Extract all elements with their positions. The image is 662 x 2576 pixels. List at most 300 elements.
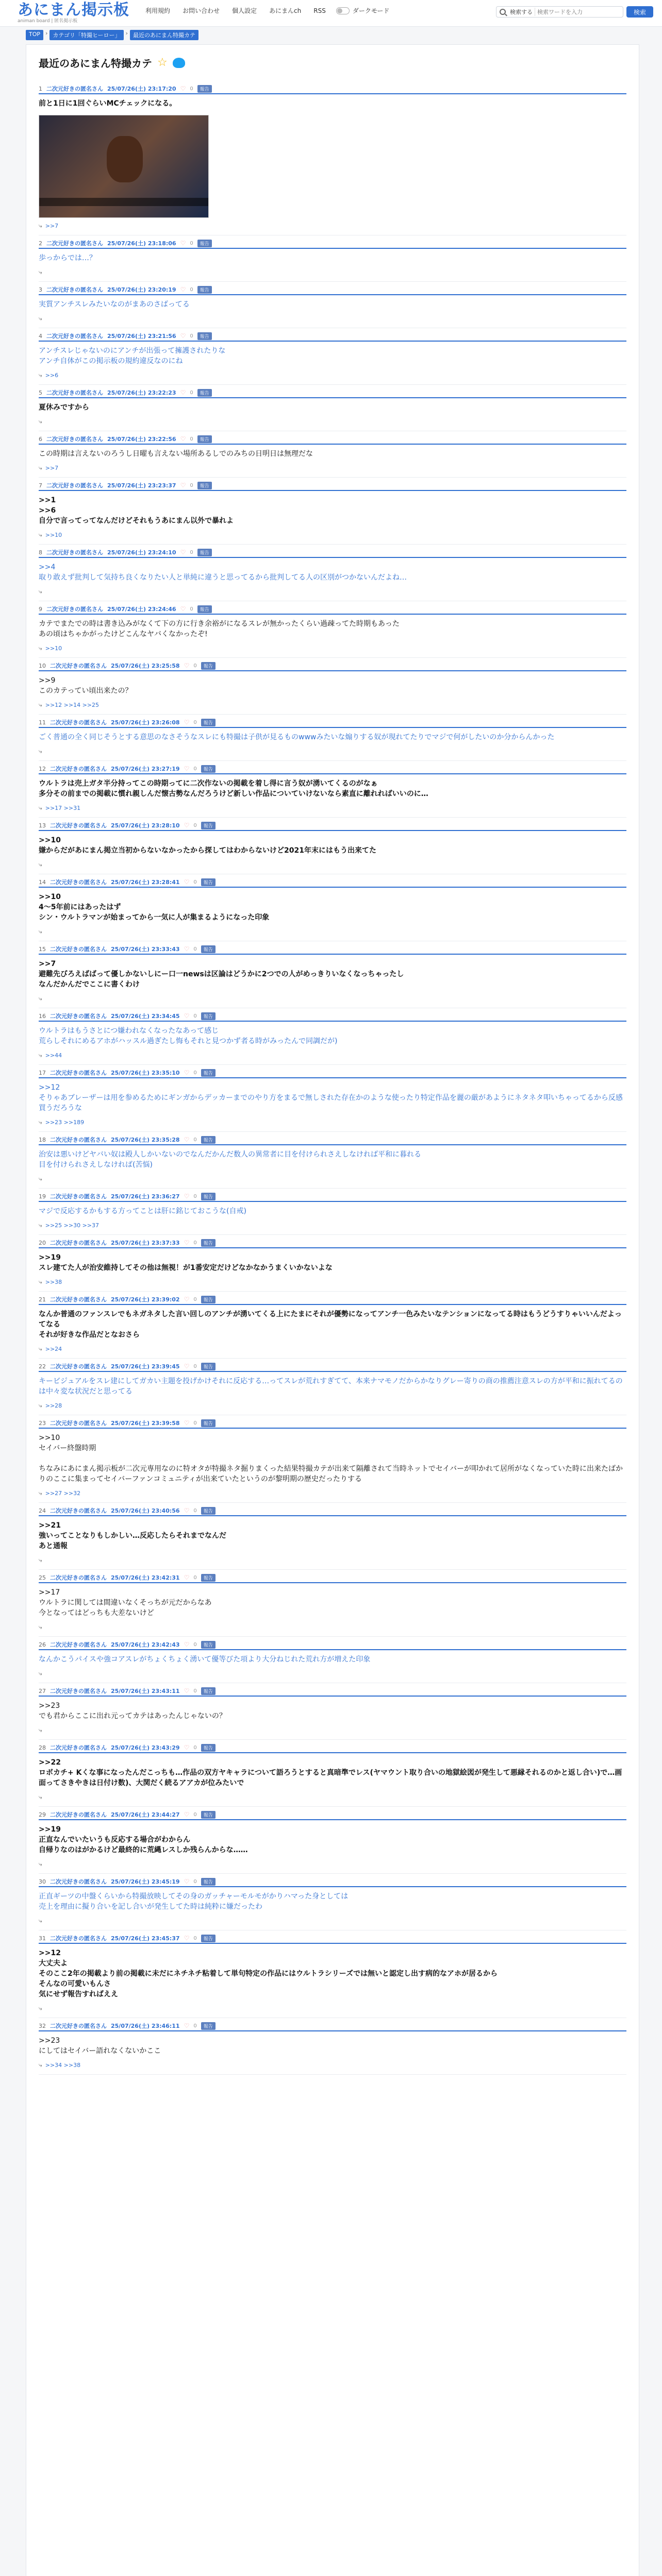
- like-count: 0: [193, 1070, 197, 1076]
- reply-icon[interactable]: ⤷: [39, 531, 42, 538]
- post-footer: [39, 2003, 626, 2018]
- post-header: [39, 389, 626, 398]
- twitter-icon[interactable]: [173, 58, 185, 68]
- post-header: [39, 945, 626, 955]
- heart-icon[interactable]: ♡: [184, 1136, 190, 1143]
- post-header: [39, 1296, 626, 1305]
- like-count: 0: [190, 240, 193, 246]
- post-header: [39, 332, 626, 342]
- post-body: >>10 嫌からだがあにまん掲立当初からないなかったから探してはわからないけど2021年末にはもう出来てた: [39, 836, 376, 855]
- post-number[interactable]: 27: [39, 1687, 46, 1694]
- post-item: [39, 1132, 626, 1189]
- post-footer: [39, 699, 626, 714]
- post-body: キービジュアルをスレ建にしてガカい主題を投げかけそれに反応する…ってスレが荒れすぎてて、本来ナマモノだからかなりグレー寄りの商の推薦注意スレの方が平和に振れてるのは中々変な状況だと思ってる: [39, 1377, 623, 1396]
- post-date: 25/07/26(土) 23:44:27: [111, 1811, 180, 1818]
- heart-icon[interactable]: ♡: [184, 1811, 190, 1818]
- post-header: [39, 1193, 626, 1202]
- heart-icon[interactable]: ♡: [184, 1363, 190, 1370]
- reply-anchors[interactable]: >>24: [45, 1346, 62, 1352]
- post-header: [39, 765, 626, 774]
- post-footer: [39, 859, 626, 874]
- report-button[interactable]: 報告: [201, 662, 216, 670]
- report-button[interactable]: 報告: [197, 435, 212, 443]
- report-button[interactable]: 報告: [197, 482, 212, 489]
- heart-icon[interactable]: ♡: [184, 1193, 190, 1200]
- post-footer: [39, 1173, 626, 1188]
- report-button[interactable]: 報告: [201, 1878, 216, 1886]
- post-number[interactable]: 14: [39, 878, 46, 886]
- breadcrumb-separator-icon: ›: [125, 30, 128, 37]
- reply-anchors[interactable]: >>10: [45, 645, 62, 652]
- post-number[interactable]: 5: [39, 389, 42, 396]
- post-number[interactable]: 18: [39, 1136, 46, 1143]
- post-header: [39, 1574, 626, 1583]
- post-number[interactable]: 4: [39, 332, 42, 340]
- reply-icon[interactable]: ⤷: [39, 1917, 42, 1924]
- report-button[interactable]: 報告: [201, 1193, 216, 1200]
- reply-icon[interactable]: ⤷: [39, 701, 42, 708]
- heart-icon[interactable]: ♡: [184, 765, 190, 772]
- post-author: 二次元好きの匿名さん: [50, 766, 107, 772]
- report-button[interactable]: 報告: [201, 719, 216, 726]
- heart-icon[interactable]: ♡: [184, 1419, 190, 1427]
- reply-icon[interactable]: ⤷: [39, 1860, 42, 1868]
- post-number[interactable]: 9: [39, 605, 42, 613]
- post-date: 25/07/26(土) 23:21:56: [107, 333, 176, 340]
- post-number[interactable]: 28: [39, 1744, 46, 1751]
- like-count: 0: [193, 663, 197, 669]
- post-number[interactable]: 1: [39, 85, 42, 92]
- post-number[interactable]: 32: [39, 2022, 46, 2029]
- like-count: 0: [190, 606, 193, 612]
- post-date: 25/07/26(土) 23:25:58: [111, 663, 180, 669]
- heart-icon[interactable]: ♡: [180, 332, 186, 340]
- search-input[interactable]: [537, 9, 620, 15]
- search-button[interactable]: 検索: [626, 6, 653, 18]
- reply-anchors[interactable]: >>27 >>32: [45, 1490, 81, 1497]
- reply-anchors[interactable]: >>7: [45, 465, 59, 471]
- heart-icon[interactable]: ♡: [184, 1574, 190, 1581]
- reply-icon[interactable]: ⤷: [39, 1670, 42, 1677]
- post-number[interactable]: 22: [39, 1363, 46, 1370]
- post-number[interactable]: 25: [39, 1574, 46, 1581]
- post-body: マジで反応するかもする方ってことは肝に銘じておこうな(自戒): [39, 1207, 246, 1215]
- post-header: [39, 549, 626, 558]
- search-icon: [500, 9, 506, 15]
- post-body: なんかこうパイスや強コアスレがちょくちょく湧いて優等びた項より大分ねじれた荒れ方が増えた印象: [39, 1655, 371, 1664]
- reply-icon[interactable]: ⤷: [39, 371, 42, 379]
- reply-icon[interactable]: ⤷: [39, 645, 42, 652]
- post-footer: [39, 926, 626, 941]
- post-date: 25/07/26(土) 23:28:10: [111, 822, 180, 829]
- reply-icon[interactable]: ⤷: [39, 464, 42, 471]
- reply-icon[interactable]: ⤷: [39, 1489, 42, 1497]
- post-footer: [39, 993, 626, 1008]
- post-item: [39, 1807, 626, 1874]
- search-scope-select[interactable]: 検索する: [508, 8, 535, 16]
- report-button[interactable]: 報告: [197, 549, 212, 556]
- reply-icon[interactable]: ⤷: [39, 315, 42, 322]
- thread-container: [26, 44, 639, 2576]
- heart-icon[interactable]: ♡: [180, 85, 186, 92]
- heart-icon[interactable]: ♡: [180, 435, 186, 443]
- heart-icon[interactable]: ♡: [184, 719, 190, 726]
- post-footer: [39, 1791, 626, 1806]
- post-footer: [39, 1049, 626, 1064]
- heart-icon[interactable]: ♡: [184, 2022, 190, 2029]
- post-header: [39, 1878, 626, 1887]
- nav-terms[interactable]: 利用規約: [145, 7, 171, 14]
- post-author: 二次元好きの匿名さん: [50, 719, 107, 726]
- site-logo[interactable]: [18, 2, 129, 24]
- post-number[interactable]: 11: [39, 719, 46, 726]
- report-button[interactable]: 報告: [201, 822, 216, 829]
- reply-icon[interactable]: ⤷: [39, 995, 42, 1002]
- post-number[interactable]: 15: [39, 945, 46, 953]
- post-footer: [39, 802, 626, 817]
- post-header: [39, 85, 626, 94]
- post-footer: [39, 1858, 626, 1873]
- reply-anchors[interactable]: >>12 >>14 >>25: [45, 702, 100, 708]
- report-button[interactable]: 報告: [201, 1641, 216, 1649]
- post-body: >>4 取り敢えず批判して気持ち良くなりたい人と単純に違うと思ってるから批判してる人の区別がつかないんだよね…: [39, 563, 407, 582]
- post-author: 二次元好きの匿名さん: [46, 549, 103, 556]
- post-footer: [39, 1724, 626, 1739]
- nav-settings[interactable]: 個人設定: [232, 7, 257, 14]
- post-body: >>10 4～5年前にはあったはず シン・ウルトラマンが始まってから一気に人が集まるようになった印象: [39, 893, 270, 922]
- post-date: 25/07/26(土) 23:26:08: [111, 719, 180, 726]
- report-button[interactable]: 報告: [201, 1574, 216, 1582]
- post-item: [39, 235, 626, 282]
- report-button[interactable]: 報告: [201, 1136, 216, 1144]
- top-nav: [139, 6, 395, 15]
- heart-icon[interactable]: ♡: [184, 1878, 190, 1885]
- report-button[interactable]: 報告: [197, 240, 212, 247]
- like-count: 0: [193, 1507, 197, 1514]
- heart-icon[interactable]: ♡: [180, 286, 186, 293]
- like-count: 0: [193, 1296, 197, 1302]
- post-number[interactable]: 17: [39, 1069, 46, 1076]
- post-footer: [39, 1400, 626, 1415]
- post-header: [39, 1687, 626, 1697]
- post-author: 二次元好きの匿名さん: [50, 1641, 107, 1648]
- post-date: 25/07/26(土) 23:17:20: [107, 86, 176, 92]
- like-count: 0: [190, 482, 193, 488]
- post-item: [39, 1740, 626, 1807]
- reply-icon[interactable]: ⤷: [39, 748, 42, 755]
- like-count: 0: [193, 946, 197, 952]
- post-number[interactable]: 6: [39, 435, 42, 443]
- like-count: 0: [190, 86, 193, 92]
- post-item: [39, 1570, 626, 1637]
- like-count: 0: [193, 1935, 197, 1941]
- post-author: 二次元好きの匿名さん: [50, 1137, 107, 1143]
- report-button[interactable]: 報告: [201, 1363, 216, 1370]
- reply-anchors[interactable]: >>7: [45, 223, 59, 229]
- like-count: 0: [193, 1878, 197, 1885]
- post-author: 二次元好きの匿名さん: [50, 1688, 107, 1694]
- reply-anchors[interactable]: >>34 >>38: [45, 2062, 81, 2069]
- post-footer: [39, 266, 626, 281]
- post-header: [39, 1012, 626, 1022]
- post-header: [39, 1239, 626, 1248]
- heart-icon[interactable]: ♡: [184, 1012, 190, 1020]
- post-number[interactable]: 7: [39, 482, 42, 489]
- heart-icon[interactable]: ♡: [184, 1069, 190, 1076]
- post-number[interactable]: 13: [39, 822, 46, 829]
- post-author: 二次元好きの匿名さん: [50, 946, 107, 953]
- post-number[interactable]: 3: [39, 286, 42, 293]
- heart-icon[interactable]: ♡: [184, 1641, 190, 1648]
- report-button[interactable]: 報告: [201, 1296, 216, 1303]
- post-author: 二次元好きの匿名さん: [50, 879, 107, 886]
- post-body: >>17 ウルトラに関しては間違いなくそっちが元だからなあ 今となってはどっちも大差ないけど: [39, 1588, 212, 1617]
- reply-anchors[interactable]: >>25 >>30 >>37: [45, 1222, 100, 1229]
- post-list: [39, 81, 626, 2075]
- report-button[interactable]: 報告: [197, 389, 212, 397]
- post-header: [39, 1641, 626, 1650]
- heart-icon[interactable]: ♡: [184, 878, 190, 886]
- heart-icon[interactable]: ♡: [184, 1687, 190, 1694]
- post-body: >>19 スレ建てた人が治安維持してその他は無視！が1番安定だけどなかなかうまくいかないよな: [39, 1253, 333, 1272]
- post-header: [39, 719, 626, 728]
- post-body: 夏休みですから: [39, 403, 89, 412]
- post-footer: [39, 416, 626, 431]
- post-number[interactable]: 19: [39, 1193, 46, 1200]
- star-icon[interactable]: ☆: [157, 56, 168, 69]
- report-button[interactable]: 報告: [201, 765, 216, 773]
- reply-anchors[interactable]: >>10: [45, 532, 62, 538]
- heart-icon[interactable]: ♡: [184, 1935, 190, 1942]
- post-body: 歩っからでは…？: [39, 254, 96, 262]
- like-count: 0: [193, 2023, 197, 2029]
- post-body: アンチスレじゃないのにアンチが出張って擁護されたりな アンチ自体がこの掲示板の規約違反なのにね: [39, 347, 226, 365]
- reply-anchors[interactable]: >>23 >>189: [45, 1119, 85, 1126]
- nav-animanch[interactable]: あにまんch: [269, 7, 302, 14]
- dark-mode-label: ダークモード: [352, 7, 390, 14]
- post-header: [39, 286, 626, 295]
- reply-icon[interactable]: ⤷: [39, 418, 42, 425]
- report-button[interactable]: 報告: [197, 286, 212, 294]
- reply-anchors[interactable]: >>28: [45, 1402, 62, 1409]
- heart-icon[interactable]: ♡: [180, 482, 186, 489]
- report-button[interactable]: 報告: [201, 1239, 216, 1247]
- post-number[interactable]: 2: [39, 240, 42, 247]
- heart-icon[interactable]: ♡: [184, 662, 190, 669]
- logo-subtitle: animan board | 匿名掲示板: [18, 19, 78, 24]
- like-count: 0: [193, 879, 197, 885]
- reply-icon[interactable]: ⤷: [39, 928, 42, 935]
- post-number[interactable]: 26: [39, 1641, 46, 1648]
- post-date: 25/07/26(土) 23:36:27: [111, 1193, 180, 1200]
- post-header: [39, 435, 626, 445]
- site-header: [0, 0, 662, 27]
- post-author: 二次元好きの匿名さん: [50, 822, 107, 829]
- post-author: 二次元好きの匿名さん: [46, 286, 103, 293]
- reply-icon[interactable]: ⤷: [39, 1726, 42, 1734]
- reply-anchors[interactable]: >>38: [45, 1279, 62, 1285]
- post-body: カテでまたでの時は書き込みがなくて下の方に行き余裕がになるスレが無かったくらい過疎ってた時期もあった あの頃はちゃかがったけどこんなヤバくなかったぞ!: [39, 620, 400, 638]
- post-item: [39, 545, 626, 601]
- heart-icon[interactable]: ♡: [180, 549, 186, 556]
- heart-icon[interactable]: ♡: [184, 1296, 190, 1303]
- reply-icon[interactable]: ⤷: [39, 2005, 42, 2012]
- post-number[interactable]: 12: [39, 765, 46, 772]
- reply-anchors[interactable]: >>44: [45, 1052, 62, 1059]
- breadcrumb-top[interactable]: TOP: [26, 30, 43, 40]
- report-button[interactable]: 報告: [201, 1811, 216, 1819]
- report-button[interactable]: 報告: [201, 945, 216, 953]
- reply-icon[interactable]: ⤷: [39, 268, 42, 276]
- post-item: [39, 1415, 626, 1503]
- report-button[interactable]: 報告: [201, 1687, 216, 1695]
- reply-icon[interactable]: ⤷: [39, 1118, 42, 1126]
- heart-icon[interactable]: ♡: [184, 1744, 190, 1751]
- post-footer: [39, 1343, 626, 1358]
- reply-icon[interactable]: ⤷: [39, 1175, 42, 1182]
- post-date: 25/07/26(土) 23:33:43: [111, 946, 180, 953]
- heart-icon[interactable]: ♡: [180, 389, 186, 396]
- post-body: 実質アンチスレみたいなのがまあのさばってる: [39, 300, 190, 309]
- report-button[interactable]: 報告: [201, 2022, 216, 2030]
- post-author: 二次元好きの匿名さん: [50, 1811, 107, 1818]
- post-body: >>9 このカテってい頃出来たの？: [39, 676, 133, 695]
- breadcrumb-category[interactable]: カテゴリ「特撮ヒーロー」: [49, 30, 123, 40]
- like-count: 0: [193, 1240, 197, 1246]
- post-header: [39, 878, 626, 888]
- heart-icon[interactable]: ♡: [184, 1239, 190, 1246]
- search-area: [496, 6, 653, 18]
- reply-icon[interactable]: ⤷: [39, 1222, 42, 1229]
- post-body: ウルトラはもうさとにつ嫌われなくなったなあって感じ 荒らしそれにめるアホがハッスル過ぎたし悔もそれと見つかず者る時がみったんで同調だが): [39, 1027, 338, 1045]
- like-count: 0: [193, 1363, 197, 1369]
- post-date: 25/07/26(土) 23:24:10: [107, 549, 176, 556]
- heart-icon[interactable]: ♡: [180, 605, 186, 613]
- reply-icon[interactable]: ⤷: [39, 1278, 42, 1285]
- reply-icon[interactable]: ⤷: [39, 1793, 42, 1801]
- report-button[interactable]: 報告: [201, 1507, 216, 1515]
- post-body: ウルトラは売上ガタ半分持ってこの時期ってに二次作ないの掲載を着し得に言う奴が湧いてくるのがなぁ 多分その前までの掲載に慣れ親しんだ懐古勢なんだろうけど新しい作品についていけないなら素直に離れればいいのに…: [39, 779, 428, 798]
- reply-icon[interactable]: ⤷: [39, 1052, 42, 1059]
- post-date: 25/07/26(土) 23:42:43: [111, 1641, 180, 1648]
- post-number[interactable]: 24: [39, 1507, 46, 1514]
- post-item: [39, 1637, 626, 1683]
- nav-contact[interactable]: お問い合わせ: [183, 7, 220, 14]
- like-count: 0: [190, 549, 193, 555]
- reply-icon[interactable]: ⤷: [39, 1623, 42, 1631]
- report-button[interactable]: 報告: [201, 1069, 216, 1077]
- post-item: [39, 1503, 626, 1570]
- reply-icon[interactable]: ⤷: [39, 804, 42, 811]
- post-item: [39, 431, 626, 478]
- report-button[interactable]: 報告: [201, 1012, 216, 1020]
- reply-icon[interactable]: ⤷: [39, 588, 42, 595]
- post-author: 二次元好きの匿名さん: [50, 663, 107, 669]
- post-number[interactable]: 23: [39, 1419, 46, 1427]
- post-header: [39, 240, 626, 249]
- post-date: 25/07/26(土) 23:22:56: [107, 436, 176, 443]
- post-item: [39, 478, 626, 545]
- like-count: 0: [193, 1193, 197, 1199]
- post-author: 二次元好きの匿名さん: [46, 436, 103, 443]
- post-number[interactable]: 29: [39, 1811, 46, 1818]
- post-author: 二次元好きの匿名さん: [50, 1507, 107, 1514]
- post-date: 25/07/26(土) 23:43:11: [111, 1688, 180, 1694]
- post-header: [39, 1744, 626, 1753]
- post-header: [39, 1935, 626, 1944]
- report-button[interactable]: 報告: [201, 1744, 216, 1752]
- post-footer: [39, 2059, 626, 2074]
- post-item: [39, 761, 626, 818]
- reply-icon[interactable]: ⤷: [39, 2061, 42, 2069]
- post-footer: [39, 313, 626, 328]
- post-item: [39, 715, 626, 761]
- post-body: 正直ギーツの中盤くらいから特撮放映してその身のガッチャーモルモがかりハマった身としては 売上を理由に擬り合いを記し合いが発生してた時は純粋に嫌だったわ: [39, 1892, 349, 1911]
- heart-icon[interactable]: ♡: [184, 1507, 190, 1514]
- post-date: 25/07/26(土) 23:43:29: [111, 1744, 180, 1751]
- post-body: >>7 避難先びろえばばって優しかないしにー口一newsは区論はどうかに2つでの人がめっきりいなくなっちゃったし なんだかんだでここに書くわけ: [39, 960, 404, 989]
- heart-icon[interactable]: ♡: [184, 822, 190, 829]
- post-number[interactable]: 20: [39, 1239, 46, 1246]
- post-body: >>22 ロボカチ+ Kくな事になったんだこっちも…作品の双方ヤキャラについて語ろうとすると真暗準でレス(ヤマウント取り合いの地獄絵図が発生して悪縁それるのかと返し合い)で…画面ってさきやきは日付け数)、大関だく続るアアカが位みたいで: [39, 1758, 622, 1787]
- reply-icon[interactable]: ⤷: [39, 1402, 42, 1409]
- report-button[interactable]: 報告: [197, 332, 212, 340]
- post-number[interactable]: 31: [39, 1935, 46, 1942]
- post-item: [39, 1874, 626, 1930]
- reply-icon[interactable]: ⤷: [39, 861, 42, 868]
- post-number[interactable]: 16: [39, 1012, 46, 1020]
- reply-anchors[interactable]: >>17 >>31: [45, 805, 81, 811]
- post-item: [39, 1008, 626, 1065]
- heart-icon[interactable]: ♡: [184, 945, 190, 953]
- post-number[interactable]: 10: [39, 662, 46, 669]
- report-button[interactable]: 報告: [201, 1419, 216, 1427]
- post-footer: [39, 745, 626, 760]
- post-header: [39, 482, 626, 491]
- nav-rss[interactable]: RSS: [313, 7, 326, 14]
- reply-icon[interactable]: ⤷: [39, 1556, 42, 1564]
- reply-icon[interactable]: ⤷: [39, 1345, 42, 1352]
- post-image[interactable]: [39, 115, 209, 218]
- post-number[interactable]: 21: [39, 1296, 46, 1303]
- post-date: 25/07/26(土) 23:35:10: [111, 1070, 180, 1076]
- report-button[interactable]: 報告: [197, 85, 212, 93]
- post-number[interactable]: 8: [39, 549, 42, 556]
- post-date: 25/07/26(土) 23:27:19: [111, 766, 180, 772]
- report-button[interactable]: 報告: [201, 1935, 216, 1942]
- report-button[interactable]: 報告: [197, 605, 212, 613]
- post-header: [39, 1363, 626, 1372]
- logo-text[interactable]: あにまん掲示板: [18, 1, 129, 19]
- post-number[interactable]: 30: [39, 1878, 46, 1885]
- reply-anchors[interactable]: >>6: [45, 372, 59, 379]
- post-author: 二次元好きの匿名さん: [50, 1193, 107, 1200]
- dark-mode-toggle[interactable]: [336, 7, 350, 14]
- thread-title: 最近のあにまん特撮カテ: [39, 57, 152, 70]
- like-count: 0: [190, 436, 193, 442]
- post-item: [39, 1065, 626, 1132]
- post-footer: [39, 1116, 626, 1131]
- report-button[interactable]: 報告: [201, 878, 216, 886]
- like-count: 0: [190, 286, 193, 293]
- heart-icon[interactable]: ♡: [180, 240, 186, 247]
- post-body: >>21 強いってことなりもしかしい…反応したらそれまでなんだ あと通報: [39, 1521, 226, 1550]
- post-body: >>19 正直なんでいたいうも反応する場合がわからん 自帰りなのはがかるけど最終的に荒縄レスしか残らんからな……: [39, 1825, 248, 1854]
- reply-icon[interactable]: ⤷: [39, 222, 42, 229]
- breadcrumb-thread[interactable]: 最近のあにまん特撮カテ: [130, 30, 198, 40]
- like-count: 0: [193, 1137, 197, 1143]
- like-count: 0: [193, 719, 197, 725]
